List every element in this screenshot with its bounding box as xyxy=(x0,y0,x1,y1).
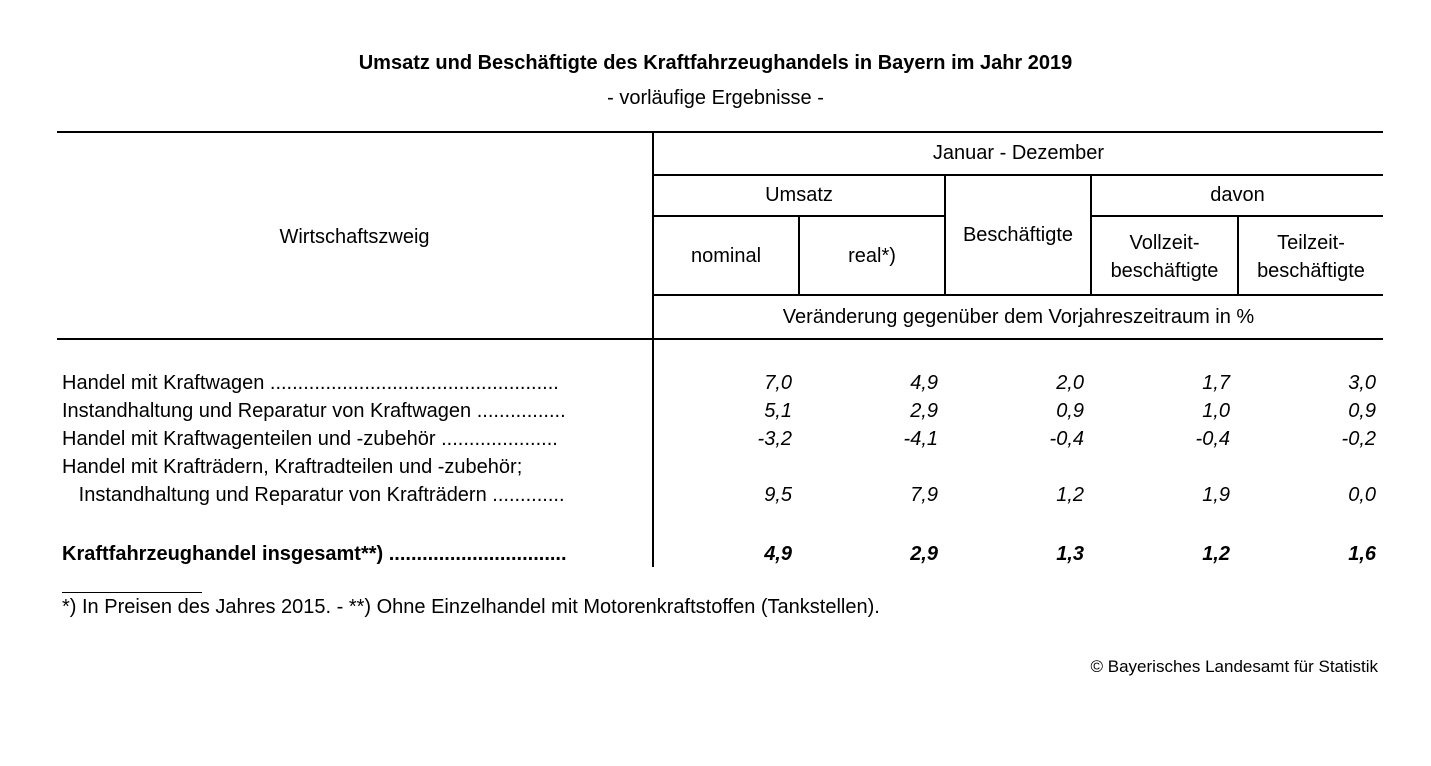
vollzeit-header-line1: Vollzeit- xyxy=(1129,232,1200,254)
row-label-instandhaltung-kraftwagen: Instandhaltung und Reparatur von Kraftwagen ................ xyxy=(62,400,566,422)
cell-value: -0,4 xyxy=(1049,428,1084,450)
real-header: real*) xyxy=(848,245,896,267)
davon-header: davon xyxy=(1210,184,1265,206)
subheader-rule xyxy=(652,294,1383,296)
cell-value: 0,0 xyxy=(1348,484,1376,506)
cell-value: 0,9 xyxy=(1348,400,1376,422)
footnote-separator xyxy=(62,592,202,593)
row-label-kraftraeder: Handel mit Krafträdern, Kraftradteilen und -zubehör; xyxy=(62,456,523,478)
cell-value: 7,9 xyxy=(910,484,938,506)
cell-value: 1,0 xyxy=(1202,400,1230,422)
period-rule xyxy=(652,174,1383,176)
cell-value: 4,9 xyxy=(910,372,938,394)
cell-value: 2,9 xyxy=(910,400,938,422)
top-rule xyxy=(57,131,1383,133)
table-title: Umsatz und Beschäftigte des Kraftfahrzeughandels in Bayern im Jahr 2019 xyxy=(358,52,1073,74)
cell-value: -4,1 xyxy=(903,428,938,450)
cell-value: 2,0 xyxy=(1056,372,1084,394)
table-subtitle: - vorläufige Ergebnisse - xyxy=(607,87,824,109)
nominal-header: nominal xyxy=(690,245,762,267)
total-cell-value: 1,6 xyxy=(1348,543,1376,565)
cell-value: 1,7 xyxy=(1202,372,1230,394)
cell-value: 5,1 xyxy=(764,400,792,422)
row-label-kraftwagen: Handel mit Kraftwagen .................................................... xyxy=(62,372,559,394)
total-cell-value: 1,2 xyxy=(1202,543,1230,565)
vollzeit-header-line2: beschäftigte xyxy=(1110,260,1219,282)
teilzeit-header-line1: Teilzeit- xyxy=(1277,232,1345,254)
cell-value: -0,4 xyxy=(1195,428,1230,450)
period-header: Januar - Dezember xyxy=(932,142,1105,164)
cell-value: 3,0 xyxy=(1348,372,1376,394)
teilzeit-header-line2: beschäftigte xyxy=(1257,260,1365,282)
umsatz-header: Umsatz xyxy=(765,184,833,206)
header-bottom-rule xyxy=(57,338,1383,340)
copyright-notice: © Bayerisches Landesamt für Statistik xyxy=(1090,657,1378,676)
unit-header: Veränderung gegenüber dem Vorjahreszeitraum in % xyxy=(782,306,1255,328)
row-label-instandhaltung-kraftraeder: Instandhaltung und Reparatur von Krafträdern ............. xyxy=(62,484,565,506)
cell-value: 7,0 xyxy=(764,372,792,394)
cell-value: 0,9 xyxy=(1056,400,1084,422)
row-label-header: Wirtschaftszweig xyxy=(279,226,430,248)
cell-value: -0,2 xyxy=(1341,428,1376,450)
footnote: *) In Preisen des Jahres 2015. - **) Ohne Einzelhandel mit Motorenkraftstoffen (Tankstellen). xyxy=(62,596,880,618)
total-cell-value: 2,9 xyxy=(910,543,938,565)
cell-value: 9,5 xyxy=(764,484,792,506)
cell-value: -3,2 xyxy=(757,428,792,450)
cell-value: 1,9 xyxy=(1202,484,1230,506)
row-label-kraftwagenteile: Handel mit Kraftwagenteilen und -zubehör ..................... xyxy=(62,428,558,450)
cell-value: 1,2 xyxy=(1056,484,1084,506)
beschaeftigte-header: Beschäftigte xyxy=(962,224,1074,246)
total-cell-value: 4,9 xyxy=(764,543,792,565)
row-label-total: Kraftfahrzeughandel insgesamt**) ................................ xyxy=(62,543,567,565)
total-cell-value: 1,3 xyxy=(1056,543,1084,565)
